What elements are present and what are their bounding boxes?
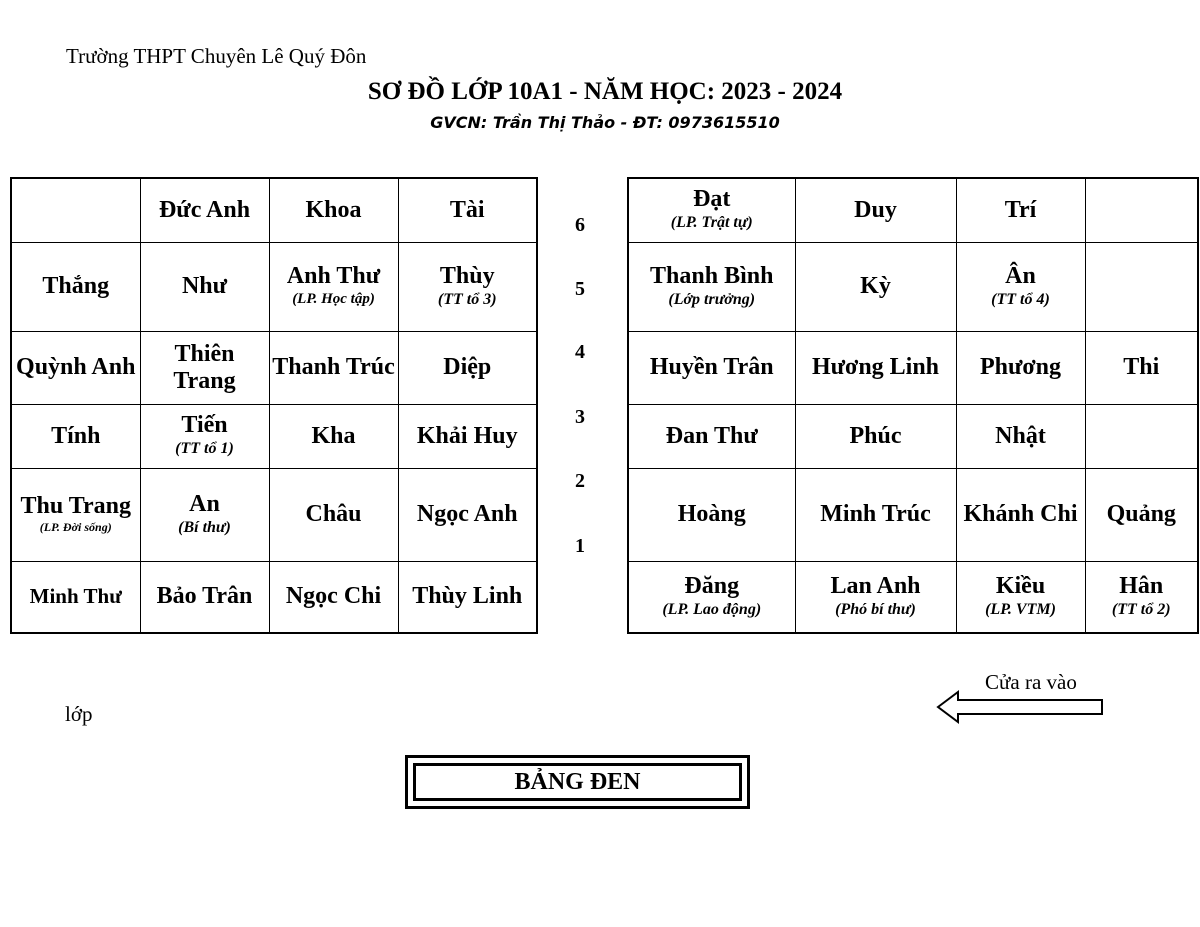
student-name: Đan Thư	[665, 422, 758, 449]
seat-cell	[398, 561, 537, 633]
row-number-4: 4	[575, 341, 585, 363]
teacher-info: GVCN: Trần Thị Thảo - ĐT: 0973615510	[430, 113, 780, 132]
seat-cell	[11, 331, 140, 404]
student-name: Tài	[449, 196, 485, 223]
seat-cell	[1085, 178, 1198, 242]
student-name: Ngọc Chi	[285, 583, 382, 610]
seat-cell	[140, 561, 269, 633]
seat-row	[11, 468, 537, 561]
seat-cell	[398, 404, 537, 468]
student-name: Hương Linh	[811, 354, 940, 381]
student-name: Bảo Trân	[156, 583, 253, 610]
seat-cell	[795, 242, 956, 331]
seat-cell	[140, 178, 269, 242]
left-arrow-icon	[936, 690, 1106, 724]
student-name: Khoa	[305, 196, 362, 223]
student-name: Quảng	[1106, 501, 1176, 528]
student-name: Thùy Linh	[412, 583, 523, 610]
student-name: Nhật	[995, 422, 1046, 449]
student-name: Thu Trang	[20, 493, 131, 520]
blackboard	[405, 755, 750, 809]
seat-cell	[795, 561, 956, 633]
student-name: Như	[181, 273, 228, 300]
student-name: Thanh Bình	[650, 262, 774, 289]
student-name: Thiên Trang	[173, 340, 236, 394]
seat-cell	[795, 404, 956, 468]
seat-cell	[11, 468, 140, 561]
page-title: SƠ ĐỒ LỚP 10A1 - NĂM HỌC: 2023 - 2024	[367, 78, 843, 105]
seat-cell	[628, 468, 795, 561]
student-name: Diệp	[443, 354, 492, 381]
seat-cell	[398, 178, 537, 242]
student-name: Tính	[51, 422, 101, 449]
seat-cell	[1085, 404, 1198, 468]
student-name: Lan Anh	[830, 572, 921, 599]
student-name: Quỳnh Anh	[16, 354, 136, 381]
seat-cell	[269, 331, 398, 404]
student-name: Đức Anh	[158, 196, 251, 223]
student-name: Kha	[311, 422, 356, 449]
student-name: Thi	[1123, 354, 1160, 381]
seat-cell	[956, 178, 1085, 242]
seat-cell	[140, 468, 269, 561]
seat-cell	[398, 331, 537, 404]
student-name: Đăng	[684, 572, 740, 599]
student-name: Ân	[1005, 262, 1036, 289]
seat-cell	[628, 331, 795, 404]
row-number-5: 5	[575, 278, 585, 300]
seat-cell	[11, 178, 140, 242]
row-number-1: 1	[575, 535, 585, 557]
seat-cell	[269, 468, 398, 561]
row-number-2: 2	[575, 470, 585, 492]
seat-row	[11, 561, 537, 633]
seat-row	[628, 242, 1198, 331]
seat-cell	[628, 404, 795, 468]
student-name: Khánh Chi	[963, 501, 1078, 528]
seat-cell	[398, 468, 537, 561]
student-name: Thùy	[439, 262, 495, 289]
seat-cell	[795, 468, 956, 561]
seat-cell	[269, 404, 398, 468]
student-role: (LP. Lao động)	[662, 600, 762, 618]
seat-cell	[956, 331, 1085, 404]
right-seating-table	[627, 177, 1199, 634]
left-seating-table	[10, 177, 538, 634]
seat-cell	[140, 331, 269, 404]
student-role: (Bí thư)	[178, 518, 231, 536]
seat-cell	[1085, 331, 1198, 404]
seat-cell	[1085, 561, 1198, 633]
student-name: Minh Thư	[29, 583, 122, 608]
student-role: (TT tổ 4)	[991, 290, 1050, 308]
student-name: Huyền Trân	[649, 354, 774, 381]
student-name: Tiến	[181, 412, 228, 439]
seat-row	[11, 242, 537, 331]
seat-row	[11, 331, 537, 404]
seat-cell	[269, 178, 398, 242]
student-name: Ngọc Anh	[416, 501, 518, 528]
student-name: Phương	[979, 354, 1062, 381]
student-name: An	[189, 490, 220, 517]
seat-cell	[628, 561, 795, 633]
student-name: Hoàng	[677, 501, 746, 528]
student-role: (LP. VTM)	[985, 600, 1056, 618]
seat-cell	[11, 561, 140, 633]
student-name: Phúc	[849, 422, 902, 449]
student-name: Khải Huy	[416, 422, 518, 449]
student-role: (TT tổ 2)	[1111, 600, 1171, 618]
seat-row	[11, 404, 537, 468]
student-name: Duy	[854, 196, 897, 223]
student-name: Trí	[1004, 196, 1037, 223]
door-label: Cửa ra vào	[985, 670, 1077, 694]
seat-cell	[956, 561, 1085, 633]
seat-cell	[269, 242, 398, 331]
student-role: (Lớp trưởng)	[668, 290, 756, 308]
seat-row	[628, 561, 1198, 633]
seat-cell	[956, 242, 1085, 331]
seat-cell	[956, 468, 1085, 561]
seat-cell	[398, 242, 537, 331]
seat-cell	[140, 404, 269, 468]
lop-label: lớp	[65, 702, 93, 726]
seat-cell	[795, 178, 956, 242]
seat-cell	[795, 331, 956, 404]
student-name: Hân	[1119, 572, 1164, 599]
student-role: (TT tổ 1)	[175, 440, 234, 458]
seat-cell	[269, 561, 398, 633]
seat-row	[628, 178, 1198, 242]
student-name: Thắng	[42, 273, 110, 300]
student-name: Minh Trúc	[820, 501, 931, 528]
student-name: Kiều	[995, 572, 1046, 599]
row-number-3: 3	[575, 406, 585, 428]
seat-cell	[628, 242, 795, 331]
seat-cell	[11, 404, 140, 468]
student-name: Đạt	[693, 186, 731, 213]
seat-cell	[11, 242, 140, 331]
seat-row	[11, 178, 537, 242]
seat-cell	[140, 242, 269, 331]
student-name: Thanh Trúc	[272, 354, 395, 381]
student-name: Kỳ	[860, 273, 891, 300]
student-role: (TT tổ 3)	[437, 290, 497, 308]
student-name: Châu	[305, 501, 362, 528]
student-role: (Phó bí thư)	[835, 600, 916, 618]
seat-row	[628, 404, 1198, 468]
row-number-6: 6	[575, 214, 585, 236]
seat-cell	[1085, 468, 1198, 561]
student-role: (LP. Học tập)	[292, 291, 375, 308]
student-role: (LP. Đời sống)	[39, 520, 112, 535]
student-name: Anh Thư	[286, 263, 381, 290]
seat-cell	[628, 178, 795, 242]
seat-cell	[956, 404, 1085, 468]
blackboard-label: BẢNG ĐEN	[413, 763, 742, 801]
student-role: (LP. Trật tự)	[670, 214, 753, 232]
seat-row	[628, 468, 1198, 561]
seat-cell	[1085, 242, 1198, 331]
seat-row	[628, 331, 1198, 404]
school-name: Trường THPT Chuyên Lê Quý Đôn	[66, 44, 367, 68]
